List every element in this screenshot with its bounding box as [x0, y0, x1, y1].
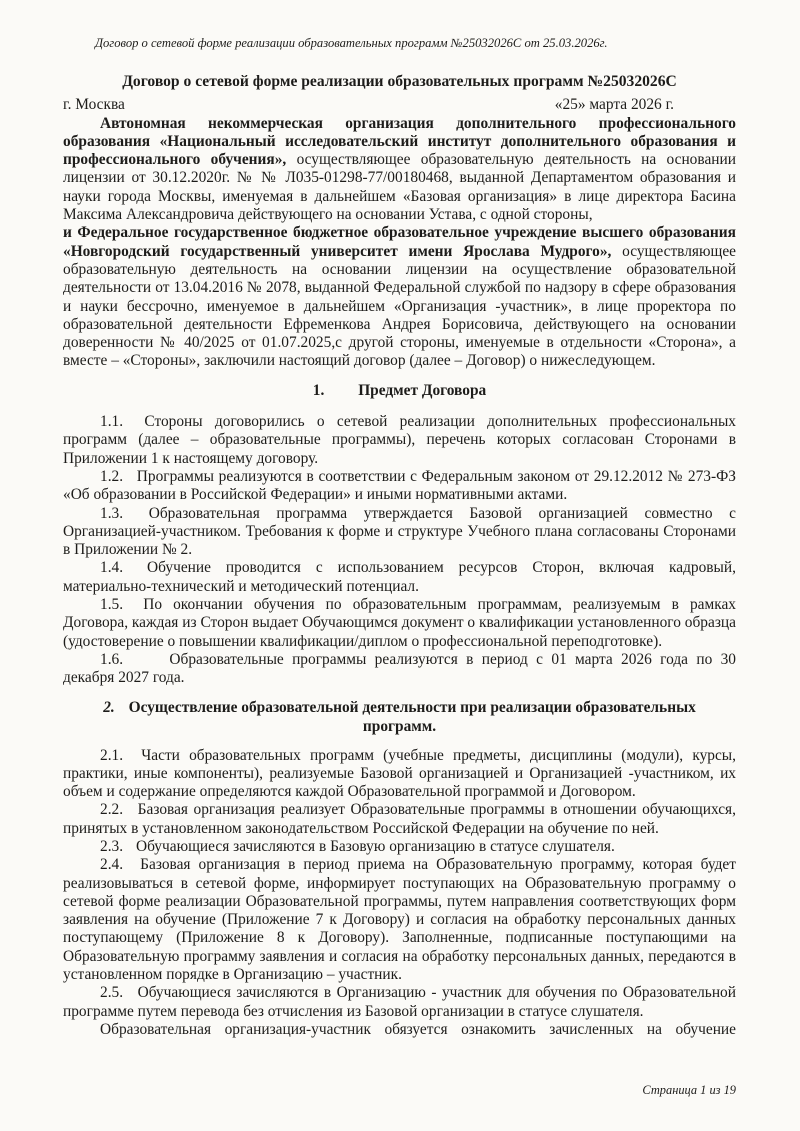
clause-text: Программы реализуются в соответствии с Федеральным законом от 29.12.2012 № 273-ФЗ «Об образовании в Российской Федерации» и иными нормативными актами. [63, 467, 736, 504]
clause-number: 2.5. [100, 984, 124, 1002]
city-date-row [63, 96, 736, 114]
clause-text: Образовательная программа утверждается Базовой организацией совместно с Организацией-участником. Требования к форме и структуре Учебного плана согласованы Сторонами в Приложении № 2. [63, 504, 736, 559]
clause-1-5 [63, 596, 736, 651]
section-2-heading [100, 698, 700, 737]
clause-text: Части образовательных программ (учебные предметы, дисциплины (модули), курсы, практики, иные компоненты), реализуемые Базовой организацией и Организацией -участником, их объем и содержание определяются каждой Образовательной программой и Договором. [63, 746, 736, 801]
section-2-number: 2. [103, 698, 115, 716]
clause-text: Обучающиеся зачисляются в Организацию - участник для обучения по Образовательной программе путем перевода без отчисления из Базовой организации в статусе слушателя. [63, 984, 736, 1020]
clause-text: Стороны договорились о сетевой реализации дополнительных профессиональных программ (далее – образовательные программы), перечень которых согласован Сторонами в Приложении 1 к настоящему договору. [63, 413, 736, 467]
clause-1-4 [63, 559, 736, 596]
party1-name: Автономная некоммерческая организация дополнительного профессионального образования «Национальный исследовательский институт дополнительного образования и профессионального обучения», [63, 114, 736, 169]
clause-1-2 [63, 468, 736, 505]
clause-number: 2.3. [100, 837, 124, 855]
running-header: Договор о сетевой форме реализации образовательных программ №25032026С от 25.03.2026г. [95, 36, 608, 50]
clause-2-4 [63, 856, 736, 984]
clause-text: Обучение проводится с использованием ресурсов Сторон, включая кадровый, материально-технический и методический потенциал. [63, 559, 736, 595]
closing-text: Образовательная организация-участник обязуется ознакомить зачисленных на обучение [100, 1020, 736, 1038]
clause-text: Базовая организация реализует Образовательные программы в отношении обучающихся, принятых в установленном законодательством Российской Федерации на обучение по ней. [63, 801, 736, 837]
section-1-number: 1. [312, 381, 325, 399]
party2-name: и Федеральное государственное бюджетное образовательное учреждение высшего образования «Новгородский государственный университет имени Ярослава Мудрого», [63, 224, 736, 260]
clause-1-1 [63, 413, 736, 468]
clause-number: 1.6. [100, 650, 124, 668]
document-title: Договор о сетевой форме реализации образовательных программ №25032026С [122, 73, 677, 91]
clause-1-6 [63, 651, 736, 688]
clause-2-5 [63, 984, 736, 1021]
clause-text: По окончании обучения по образовательным программам, реализуемым в рамках Договора, каждая из Сторон выдает Обучающимся документ о квалификации установленного образца (удостоверение о повышении квалификации/диплом о профессиональной переподготовке). [63, 596, 736, 650]
clause-number: 2.1. [100, 746, 124, 764]
clause-text: Базовая организация в период приема на Образовательную программу, которая будет реализовываться в сетевой форме, информирует поступающих на Образовательную программу о сетевой форме реализации Образовательной программы, путем направления соответствующих форм заявления на обучение (Приложение 7 к Договору) и согласия на обработку персональных данных поступающему (Приложение 8 к Договору). Заполненные, подписанные поступающими на Образовательную программу заявления и согласия на обработку персональных данных, передаются в установленном порядке в Организацию – участник. [63, 856, 736, 984]
clause-number: 1.2. [100, 467, 124, 485]
date-label: «25» марта 2026 г. [554, 96, 674, 114]
clause-number: 1.3. [100, 504, 124, 522]
clause-number: 2.4. [100, 856, 124, 874]
section-2-title: Осуществление образовательной деятельности при реализации образовательных программ. [128, 698, 696, 735]
clause-1-3 [63, 505, 736, 560]
section-1-title: Предмет Договора [358, 381, 487, 399]
closing-paragraph [63, 1021, 736, 1039]
clause-text: Образовательные программы реализуются в период с 01 марта 2026 года по 30 декабря 2027 года. [63, 650, 736, 687]
clause-2-3 [63, 838, 736, 856]
party2-details: осуществляющее образовательную деятельность на основании лицензии на осуществление образовательной деятельности от 13.04.2016 № 2078, выданной Федеральной службой по надзору в сфере образования и науки бессрочно, именуемое в дальнейшем «Организация -участник», в лице проректора по образовательной деятельности Ефременкова Андрея Борисовича, действующего на основании доверенности № 40/2025 от 01.07.2025,с другой стороны, именуемые в отдельности «Сторона», а вместе – «Стороны», заключили настоящий договор (далее – Договор) о нижеследующем. [63, 242, 736, 370]
clause-number: 1.5. [100, 596, 124, 614]
preamble-paragraph [63, 115, 736, 371]
section-1-heading [63, 382, 736, 400]
page-number-footer: Страница 1 из 19 [642, 1082, 736, 1097]
clause-2-2 [63, 801, 736, 838]
party1-details: осуществляющее образовательную деятельность на основании лицензии от 30.12.2020г. № № Л035-01298-77/00180468, выданной Департаментом образования и науки города Москвы, именуемая в дальнейшем «Базовая организация» в лице директора Басина Максима Александровича действующего на основании Устава, с одной стороны, [63, 151, 736, 224]
clause-number: 1.1. [100, 413, 124, 431]
clause-number: 1.4. [100, 559, 124, 577]
clause-number: 2.2. [100, 801, 124, 819]
clause-text: Обучающиеся зачисляются в Базовую организацию в статусе слушателя. [135, 837, 615, 855]
place-label: г. Москва [63, 96, 125, 114]
clause-2-1 [63, 747, 736, 802]
